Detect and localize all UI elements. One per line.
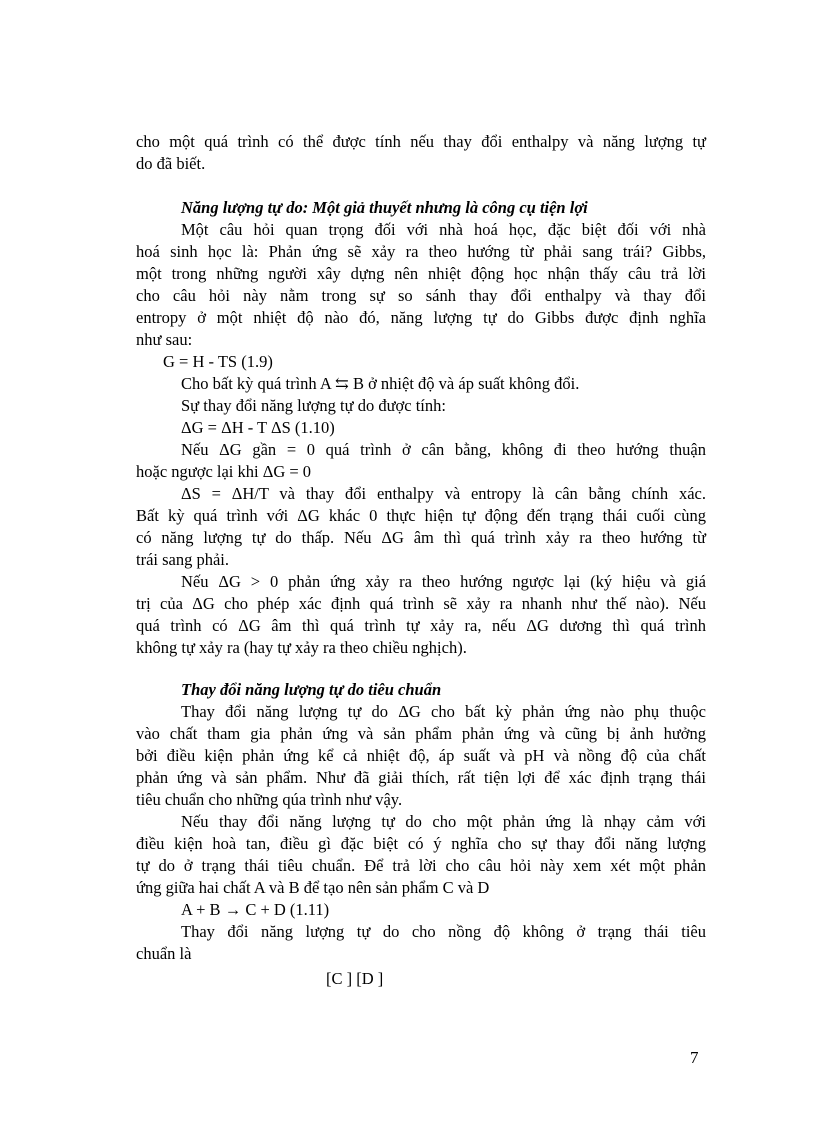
- paragraph-line: Nếu ΔG gần = 0 quá trình ở cân bằng, không đi theo hướng thuận: [181, 440, 706, 459]
- paragraph-line: Thay đổi năng lượng tự do ΔG cho bất kỳ phản ứng nào phụ thuộc: [181, 702, 706, 721]
- paragraph-line: hoặc ngược lại khi ΔG = 0: [136, 462, 312, 481]
- paragraph-line: hoá sinh học là: Phản ứng sẽ xảy ra theo hướng từ phải sang trái? Gibbs,: [136, 242, 706, 261]
- paragraph-line: như sau:: [136, 330, 193, 349]
- paragraph-line: tự do ở trạng thái tiêu chuẩn. Để trả lời cho câu hỏi này xem xét một phản: [136, 856, 706, 875]
- paragraph-line: điều kiện hoà tan, điều gì đặc biệt có ý nghĩa cho sự thay đổi năng lượng: [136, 834, 706, 853]
- paragraph-line: bởi điều kiện phản ứng kể cả nhiệt độ, áp suất và pH và nồng độ của chất: [136, 746, 706, 765]
- paragraph-line: vào chất tham gia phản ứng và sản phẩm phản ứng và cũng bị ảnh hưởng: [136, 724, 706, 743]
- paragraph-line: ΔS = ΔH/T và thay đổi enthalpy và entropy là cân bằng chính xác.: [181, 484, 706, 503]
- paragraph-line: Sự thay đổi năng lượng tự do được tính:: [181, 396, 446, 415]
- paragraph-line: do đã biết.: [136, 154, 206, 173]
- page-number: 7: [690, 1048, 699, 1067]
- paragraph-line: chuẩn là: [136, 944, 192, 963]
- equation-numerator: [C ] [D ]: [326, 969, 384, 988]
- paragraph-line: cho một quá trình có thể được tính nếu thay đổi enthalpy và năng lượng tự: [136, 132, 706, 151]
- paragraph-line: có năng lượng tự do thấp. Nếu ΔG âm thì quá trình xảy ra theo hướng từ: [136, 528, 706, 547]
- paragraph-line: Một câu hỏi quan trọng đối với nhà hoá học, đặc biệt đối với nhà: [181, 220, 706, 239]
- equation: ΔG = ΔH - T ΔS (1.10): [181, 418, 335, 437]
- paragraph-line: một trong những người xây dựng nên nhiệt động học nhận thấy câu trả lời: [136, 264, 706, 283]
- paragraph-line: quá trình có ΔG âm thì quá trình tự xảy ra, nếu ΔG dương thì quá trình: [136, 616, 706, 635]
- paragraph-line: entropy ở một nhiệt độ nào đó, năng lượng tự do Gibbs được định nghĩa: [136, 308, 706, 327]
- paragraph-line: tiêu chuẩn cho những qúa trình như vậy.: [136, 790, 403, 809]
- paragraph-line: Nếu thay đổi năng lượng tự do cho một phản ứng là nhạy cảm với: [181, 812, 706, 831]
- section-heading: Thay đổi năng lượng tự do tiêu chuẩn: [181, 680, 442, 699]
- paragraph-line: Nếu ΔG > 0 phản ứng xảy ra theo hướng ngược lại (ký hiệu và giá: [181, 572, 706, 591]
- paragraph-line: Cho bất kỳ quá trình A ⇆ B ở nhiệt độ và áp suất không đổi.: [181, 374, 580, 393]
- paragraph-line: không tự xảy ra (hay tự xảy ra theo chiều nghịch).: [136, 638, 467, 657]
- paragraph-line: Bất kỳ quá trình với ΔG khác 0 thực hiện tự động đến trạng thái cuối cùng: [136, 506, 706, 525]
- paragraph-line: trái sang phải.: [136, 550, 230, 569]
- paragraph-line: trị của ΔG cho phép xác định quá trình sẽ xảy ra nhanh như thế nào). Nếu: [136, 594, 706, 613]
- equation: G = H - TS (1.9): [163, 352, 273, 371]
- paragraph-line: cho câu hỏi này nằm trong sự so sánh thay đổi enthalpy và thay đổi: [136, 286, 706, 305]
- paragraph-line: Thay đổi năng lượng tự do cho nồng độ không ở trạng thái tiêu: [181, 922, 706, 941]
- paragraph-line: phản ứng và sản phẩm. Như đã giải thích, rất tiện lợi để xác định trạng thái: [136, 768, 706, 787]
- paragraph-line: ứng giữa hai chất A và B để tạo nên sản phẩm C và D: [136, 878, 490, 897]
- section-heading: Năng lượng tự do: Một giả thuyết nhưng là công cụ tiện lợi: [181, 198, 588, 217]
- equation: A + B → C + D (1.11): [181, 900, 330, 919]
